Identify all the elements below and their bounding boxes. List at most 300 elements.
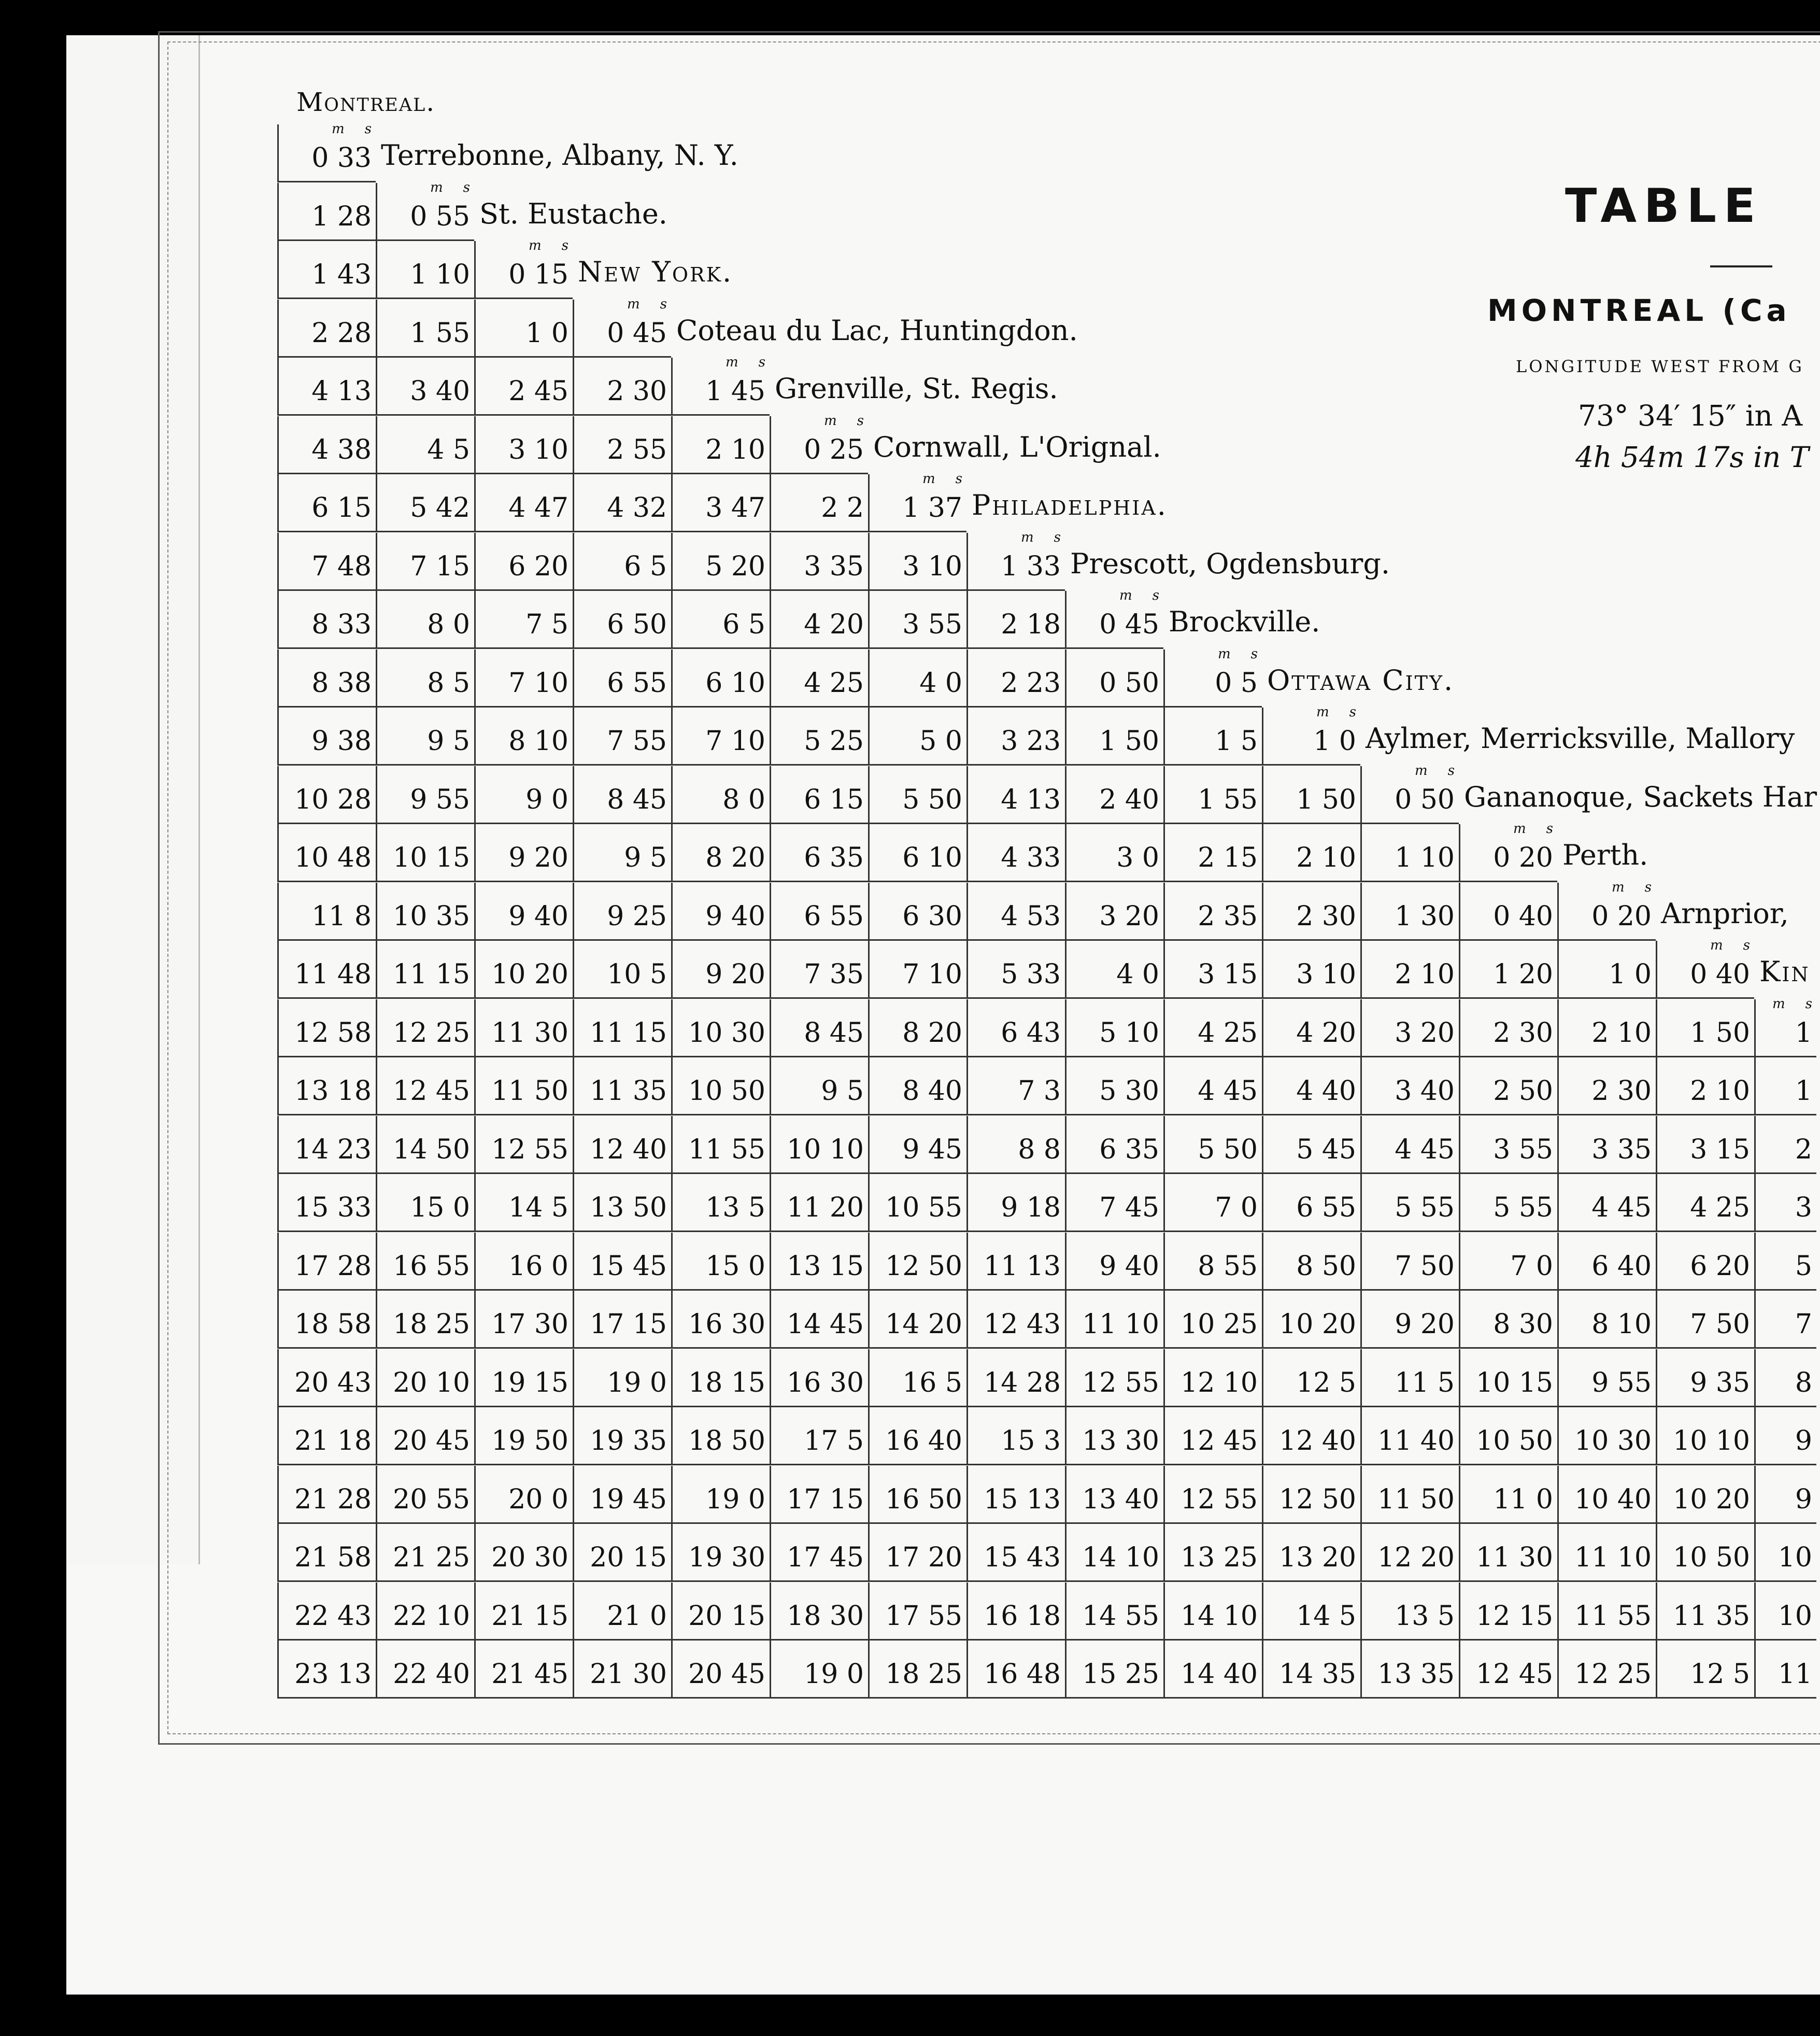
cell-value: 7 — [1795, 1309, 1812, 1340]
table-cell — [277, 358, 376, 416]
table-cell — [1459, 1057, 1557, 1115]
table-cell — [376, 766, 474, 824]
table-cell — [966, 1349, 1065, 1407]
table-cell — [573, 1582, 671, 1641]
cell-value: 8 45 — [804, 1017, 864, 1049]
station-label: Kin — [1759, 955, 1810, 988]
cell-value: 8 20 — [902, 1017, 962, 1049]
cell-value: 6 55 — [804, 900, 864, 932]
cell-value: 19 35 — [590, 1425, 667, 1457]
table-cell — [868, 533, 966, 591]
table-cell — [376, 1466, 474, 1524]
table-cell — [1163, 1641, 1262, 1699]
table-cell — [1360, 824, 1459, 882]
cell-value: 2 40 — [1099, 784, 1159, 815]
table-cell — [1459, 821, 1557, 882]
table-cell — [474, 1349, 573, 1407]
cell-value: 8 10 — [508, 726, 568, 757]
cell-value: 12 55 — [1181, 1483, 1258, 1515]
table-cell — [1163, 766, 1262, 824]
unit-marker: m s — [1415, 762, 1455, 779]
cell-value: 3 47 — [705, 492, 765, 524]
table-cell — [770, 1407, 868, 1465]
table-cell — [1262, 704, 1360, 766]
table-cell — [1262, 883, 1360, 941]
cell-value: 0 20 — [1591, 900, 1652, 932]
table-cell — [1065, 1524, 1163, 1582]
table-cell — [474, 1174, 573, 1232]
table-cell — [1656, 999, 1754, 1057]
cell-value: 8 0 — [427, 609, 470, 640]
cell-value: 1 0 — [1609, 959, 1652, 990]
table-cell — [1360, 1233, 1459, 1291]
unit-marker: m s — [332, 121, 372, 137]
table-cell — [1557, 1057, 1656, 1115]
table-cell — [474, 238, 573, 299]
cell-value: 2 50 — [1493, 1076, 1553, 1107]
station-label: Aylmer, Merricksville, Mallory — [1366, 722, 1795, 755]
cell-value: 21 58 — [294, 1542, 372, 1573]
cell-value: 8 20 — [705, 842, 765, 873]
table-cell — [277, 1057, 376, 1115]
cell-value: 8 50 — [1296, 1250, 1356, 1282]
table-cell — [1754, 1174, 1816, 1232]
table-cell — [1754, 1233, 1816, 1291]
table-cell — [1360, 999, 1459, 1057]
cell-value: 9 5 — [427, 726, 470, 757]
table-cell — [966, 591, 1065, 649]
table-cell — [1557, 1291, 1656, 1349]
table-cell — [868, 1582, 966, 1641]
cell-value: 8 8 — [1018, 1134, 1061, 1165]
table-cell — [1656, 1116, 1754, 1174]
table-cell — [868, 471, 966, 532]
cell-value: 0 33 — [311, 143, 372, 174]
table-cell — [671, 591, 770, 649]
table-cell — [1163, 824, 1262, 882]
cell-value: 11 50 — [1377, 1483, 1455, 1515]
unit-marker: m s — [430, 179, 470, 195]
table-cell — [1557, 879, 1656, 941]
table-cell — [1360, 762, 1459, 824]
table-cell — [1262, 1174, 1360, 1232]
cell-value: 1 28 — [311, 201, 372, 232]
station-label: St. Eustache. — [479, 197, 667, 230]
table-cell — [1163, 1116, 1262, 1174]
cell-value: 21 25 — [393, 1542, 470, 1573]
table-cell — [1065, 588, 1163, 649]
longitude-label: LONGITUDE WEST FROM G — [1516, 357, 1804, 376]
cell-value: 20 45 — [393, 1425, 470, 1457]
table-cell — [1459, 1407, 1557, 1465]
cell-value: 13 5 — [705, 1192, 765, 1223]
cell-value: 20 30 — [491, 1542, 568, 1573]
table-cell — [868, 1641, 966, 1699]
cell-value: 19 0 — [804, 1659, 864, 1690]
table-cell — [376, 474, 474, 532]
cell-value: 17 30 — [491, 1309, 568, 1340]
cell-value: 6 43 — [1001, 1017, 1061, 1049]
cell-value: 21 0 — [607, 1600, 667, 1632]
table-cell — [1459, 941, 1557, 999]
table-cell — [277, 1116, 376, 1174]
cell-value: 8 10 — [1591, 1309, 1652, 1340]
cell-value: 11 10 — [1574, 1542, 1652, 1573]
table-cell — [1557, 1174, 1656, 1232]
cell-value: 3 10 — [508, 434, 568, 465]
cell-value: 15 0 — [410, 1192, 470, 1223]
station-label: Brockville. — [1169, 605, 1320, 638]
cell-value: 3 10 — [902, 550, 962, 582]
cell-value: 10 35 — [393, 900, 470, 932]
table-cell — [1656, 1641, 1754, 1699]
cell-value: 9 40 — [1099, 1250, 1159, 1282]
table-cell — [1754, 1407, 1816, 1465]
table-cell — [671, 1291, 770, 1349]
cell-value: 19 15 — [491, 1367, 568, 1398]
cell-value: 12 25 — [393, 1017, 470, 1049]
cell-value: 9 40 — [508, 900, 568, 932]
unit-marker: m s — [1316, 704, 1356, 720]
cell-value: 13 35 — [1377, 1659, 1455, 1690]
cell-value: 15 45 — [590, 1250, 667, 1282]
cell-value: 6 5 — [722, 609, 765, 640]
cell-value: 4 0 — [919, 667, 962, 699]
table-cell — [1754, 1349, 1816, 1407]
cell-value: 13 20 — [1279, 1542, 1356, 1573]
cell-value: 1 0 — [1313, 726, 1356, 757]
cell-value: 13 15 — [787, 1250, 864, 1282]
table-cell — [474, 358, 573, 416]
cell-value: 6 30 — [902, 900, 962, 932]
station-label: Coteau du Lac, Huntingdon. — [676, 314, 1078, 347]
cell-value: 16 40 — [885, 1425, 962, 1457]
cell-value: 3 0 — [1116, 842, 1159, 873]
cell-value: 0 40 — [1690, 959, 1750, 990]
cell-value: 16 50 — [885, 1483, 962, 1515]
table-cell — [376, 358, 474, 416]
cell-value: 5 55 — [1395, 1192, 1455, 1223]
table-cell — [573, 358, 671, 416]
table-cell — [474, 533, 573, 591]
cell-value: 7 55 — [607, 726, 667, 757]
table-cell — [376, 1524, 474, 1582]
cell-value: 7 10 — [508, 667, 568, 699]
cell-value: 4 45 — [1395, 1134, 1455, 1165]
table-cell — [1065, 1407, 1163, 1465]
cell-value: 2 45 — [508, 376, 568, 407]
cell-value: 12 58 — [294, 1017, 372, 1049]
cell-value: 19 50 — [491, 1425, 568, 1457]
cell-value: 9 0 — [525, 784, 568, 815]
cell-value: 12 43 — [984, 1309, 1061, 1340]
cell-value: 11 30 — [491, 1017, 568, 1049]
cell-value: 14 10 — [1181, 1600, 1258, 1632]
table-cell — [671, 708, 770, 766]
cell-value: 7 50 — [1395, 1250, 1455, 1282]
table-cell — [1557, 1233, 1656, 1291]
table-cell — [1360, 1641, 1459, 1699]
table-cell — [966, 708, 1065, 766]
table-cell — [474, 883, 573, 941]
table-cell — [1065, 1641, 1163, 1699]
cell-value: 10 50 — [1476, 1425, 1553, 1457]
table-cell — [1262, 766, 1360, 824]
cell-value: 4 13 — [311, 376, 372, 407]
cell-value: 2 28 — [311, 317, 372, 349]
cell-value: 3 — [1795, 1192, 1812, 1223]
cell-value: 2 15 — [1198, 842, 1258, 873]
cell-value: 1 — [1795, 1076, 1812, 1107]
table-cell — [1163, 1233, 1262, 1291]
cell-value: 7 10 — [705, 726, 765, 757]
table-cell — [573, 708, 671, 766]
cell-value: 0 50 — [1395, 784, 1455, 815]
cell-value: 2 10 — [1395, 959, 1455, 990]
cell-value: 1 55 — [410, 317, 470, 349]
table-cell — [868, 1291, 966, 1349]
cell-value: 9 38 — [311, 726, 372, 757]
table-cell — [573, 649, 671, 708]
table-cell — [966, 1174, 1065, 1232]
cell-value: 15 33 — [294, 1192, 372, 1223]
cell-value: 9 55 — [1591, 1367, 1652, 1398]
cell-value: 12 45 — [1181, 1425, 1258, 1457]
table-cell — [573, 766, 671, 824]
table-cell — [1557, 1466, 1656, 1524]
table-cell — [770, 649, 868, 708]
table-cell — [770, 1349, 868, 1407]
cell-value: 6 20 — [508, 550, 568, 582]
cell-value: 2 35 — [1198, 900, 1258, 932]
table-cell — [1065, 941, 1163, 999]
cell-value: 5 33 — [1001, 959, 1061, 990]
cell-value: 18 58 — [294, 1309, 372, 1340]
table-cell — [573, 883, 671, 941]
table-cell — [376, 941, 474, 999]
cell-value: 8 55 — [1198, 1250, 1258, 1282]
unit-marker: m s — [1119, 588, 1159, 603]
table-cell — [1262, 941, 1360, 999]
cell-value: 2 10 — [1296, 842, 1356, 873]
table-cell — [1459, 1116, 1557, 1174]
table-cell — [474, 708, 573, 766]
cell-value: 12 20 — [1377, 1542, 1455, 1573]
cell-value: 2 30 — [1296, 900, 1356, 932]
table-cell — [868, 649, 966, 708]
table-cell — [1065, 1116, 1163, 1174]
cell-value: 19 0 — [705, 1483, 765, 1515]
cell-value: 1 43 — [311, 259, 372, 290]
cell-value: 1 33 — [1001, 550, 1061, 582]
cell-value: 11 — [1778, 1659, 1812, 1690]
cell-value: 0 5 — [1215, 667, 1258, 699]
table-cell — [1360, 1116, 1459, 1174]
table-cell — [376, 300, 474, 358]
table-cell — [1065, 649, 1163, 708]
cell-value: 21 28 — [294, 1483, 372, 1515]
table-cell — [966, 766, 1065, 824]
table-cell — [1163, 1174, 1262, 1232]
station-label: Ottawa City. — [1267, 663, 1455, 697]
table-cell — [1065, 708, 1163, 766]
cell-value: 10 50 — [1673, 1542, 1750, 1573]
cell-value: 4 47 — [508, 492, 568, 524]
cell-value: 7 35 — [804, 959, 864, 990]
cell-value: 1 10 — [410, 259, 470, 290]
table-cell — [376, 1582, 474, 1641]
cell-value: 4 20 — [1296, 1017, 1356, 1049]
table-cell — [671, 1407, 770, 1465]
table-cell — [671, 474, 770, 532]
cell-value: 3 10 — [1296, 959, 1356, 990]
cell-value: 2 18 — [1001, 609, 1061, 640]
table-cell — [1065, 1057, 1163, 1115]
table-cell — [1163, 883, 1262, 941]
table-cell — [770, 1582, 868, 1641]
cell-value: 1 50 — [1099, 726, 1159, 757]
table-cell — [474, 300, 573, 358]
table-cell — [474, 1466, 573, 1524]
cell-value: 5 55 — [1493, 1192, 1553, 1223]
cell-value: 16 18 — [984, 1600, 1061, 1632]
table-cell — [573, 474, 671, 532]
table-cell — [1360, 1174, 1459, 1232]
cell-value: 12 55 — [491, 1134, 568, 1165]
table-cell — [474, 649, 573, 708]
table-cell — [1459, 1466, 1557, 1524]
cell-value: 1 30 — [1395, 900, 1455, 932]
table-cell — [1360, 883, 1459, 941]
cell-value: 3 40 — [410, 376, 470, 407]
table-cell — [1163, 1582, 1262, 1641]
cell-value: 10 25 — [1181, 1309, 1258, 1340]
cell-value: 17 55 — [885, 1600, 962, 1632]
cell-value: 1 — [1795, 1017, 1812, 1049]
table-cell — [1360, 1291, 1459, 1349]
table-cell — [1754, 1582, 1816, 1641]
table-cell — [966, 1291, 1065, 1349]
table-cell — [1459, 1174, 1557, 1232]
cell-value: 18 25 — [393, 1309, 470, 1340]
table-cell — [474, 824, 573, 882]
table-cell — [277, 883, 376, 941]
cell-value: 3 15 — [1690, 1134, 1750, 1165]
table-cell — [1163, 1349, 1262, 1407]
table-cell — [1557, 1582, 1656, 1641]
table-cell — [770, 1233, 868, 1291]
cell-value: 5 0 — [919, 726, 962, 757]
cell-value: 11 50 — [491, 1076, 568, 1107]
cell-value: 10 10 — [1673, 1425, 1750, 1457]
table-cell — [671, 766, 770, 824]
table-cell — [1262, 999, 1360, 1057]
cell-value: 0 25 — [804, 434, 864, 465]
table-cell — [376, 708, 474, 766]
cell-value: 3 55 — [1493, 1134, 1553, 1165]
cell-value: 3 20 — [1395, 1017, 1455, 1049]
cell-value: 9 — [1795, 1483, 1812, 1515]
table-cell — [770, 413, 868, 474]
table-cell — [1262, 1116, 1360, 1174]
table-cell — [376, 883, 474, 941]
cell-value: 2 2 — [821, 492, 864, 524]
cell-value: 9 20 — [705, 959, 765, 990]
table-cell — [1065, 1291, 1163, 1349]
table-cell — [1557, 1407, 1656, 1465]
table-cell — [573, 1466, 671, 1524]
unit-marker: m s — [627, 296, 667, 312]
table-cell — [1557, 999, 1656, 1057]
cell-value: 12 50 — [1279, 1483, 1356, 1515]
table-cell — [1459, 1233, 1557, 1291]
table-cell — [1065, 1349, 1163, 1407]
cell-value: 1 50 — [1296, 784, 1356, 815]
unit-marker: m s — [922, 471, 962, 487]
cell-value: 4 32 — [607, 492, 667, 524]
cell-value: 13 5 — [1395, 1600, 1455, 1632]
table-cell — [770, 941, 868, 999]
cell-value: 0 45 — [1099, 609, 1159, 640]
table-cell — [966, 941, 1065, 999]
cell-value: 6 55 — [1296, 1192, 1356, 1223]
table-cell — [474, 591, 573, 649]
cell-value: 17 45 — [787, 1542, 864, 1573]
cell-value: 3 40 — [1395, 1076, 1455, 1107]
table-cell — [966, 824, 1065, 882]
cell-value: 9 35 — [1690, 1367, 1750, 1398]
cell-value: 1 50 — [1690, 1017, 1750, 1049]
cell-value: 14 40 — [1181, 1659, 1258, 1690]
table-cell — [1360, 1524, 1459, 1582]
station-label: Philadelphia. — [972, 489, 1168, 521]
table-cell — [770, 999, 868, 1057]
corner-label: Montreal. — [296, 87, 436, 117]
table-cell — [474, 1291, 573, 1349]
cell-value: 7 50 — [1690, 1309, 1750, 1340]
cell-value: 9 18 — [1001, 1192, 1061, 1223]
cell-value: 19 30 — [688, 1542, 765, 1573]
cell-value: 19 45 — [590, 1483, 667, 1515]
cell-value: 6 55 — [607, 667, 667, 699]
table-cell — [1557, 1116, 1656, 1174]
cell-value: 1 37 — [902, 492, 962, 524]
cell-value: 3 23 — [1001, 726, 1061, 757]
table-cell — [573, 1641, 671, 1699]
table-cell — [277, 941, 376, 999]
table-cell — [966, 1641, 1065, 1699]
cell-value: 20 45 — [688, 1659, 765, 1690]
cell-value: 18 15 — [688, 1367, 765, 1398]
table-cell — [1656, 1582, 1754, 1641]
cell-value: 5 50 — [1198, 1134, 1258, 1165]
table-cell — [376, 1641, 474, 1699]
unit-marker: m s — [1021, 529, 1061, 545]
time-longitude: 4h 54m 17s in T — [1575, 441, 1809, 474]
cell-value: 1 20 — [1493, 959, 1553, 990]
table-cell — [1065, 1582, 1163, 1641]
cell-value: 12 45 — [1476, 1659, 1553, 1690]
table-cell — [1262, 1524, 1360, 1582]
cell-value: 5 20 — [705, 550, 765, 582]
table-cell — [277, 1291, 376, 1349]
table-cell — [376, 649, 474, 708]
cell-value: 12 5 — [1296, 1367, 1356, 1398]
cell-value: 0 40 — [1493, 900, 1553, 932]
table-cell — [770, 708, 868, 766]
table-cell — [671, 1466, 770, 1524]
table-cell — [376, 533, 474, 591]
